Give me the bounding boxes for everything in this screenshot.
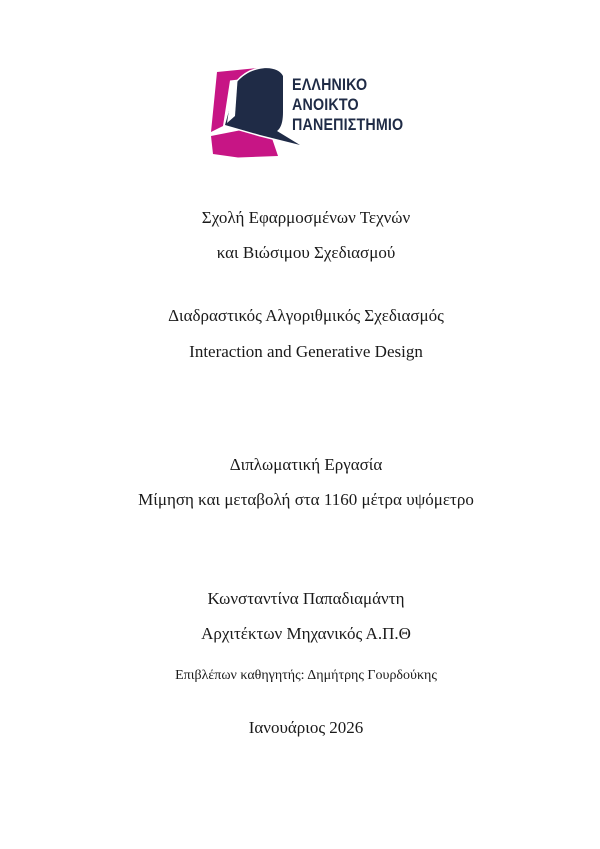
program-name-greek: Διαδραστικός Αλγοριθμικός Σχεδιασμός (168, 306, 444, 325)
author-name: Κωνσταντίνα Παπαδιαμάντη (207, 589, 405, 608)
school-name-line-1: Σχολή Εφαρμοσμένων Τεχνών (201, 208, 411, 227)
university-logo (210, 66, 435, 162)
thesis-type-label: Διπλωματική Εργασία (229, 455, 383, 474)
program-name-english: Interaction and Generative Design (189, 342, 423, 361)
date-line: Ιανουάριος 2026 (248, 718, 364, 737)
supervisor-line: Επιβλέπων καθηγητής: Δημήτρης Γουρδούκης (175, 668, 437, 683)
university-name-line-1: ΕΛΛΗΝΙΚΟ (292, 75, 368, 94)
university-name-line-2: ΑΝΟΙΚΤΟ (292, 95, 359, 114)
author-credentials: Αρχιτέκτων Μηχανικός Α.Π.Θ (201, 624, 411, 643)
university-name (292, 75, 403, 135)
thesis-title: Μίμηση και μεταβολή στα 1160 μέτρα υψόμετρο (138, 490, 474, 509)
university-name-line-3: ΠΑΝΕΠΙΣΤΗΜΙΟ (292, 115, 404, 134)
school-name-line-2: και Βιώσιμου Σχεδιασμού (216, 243, 396, 262)
